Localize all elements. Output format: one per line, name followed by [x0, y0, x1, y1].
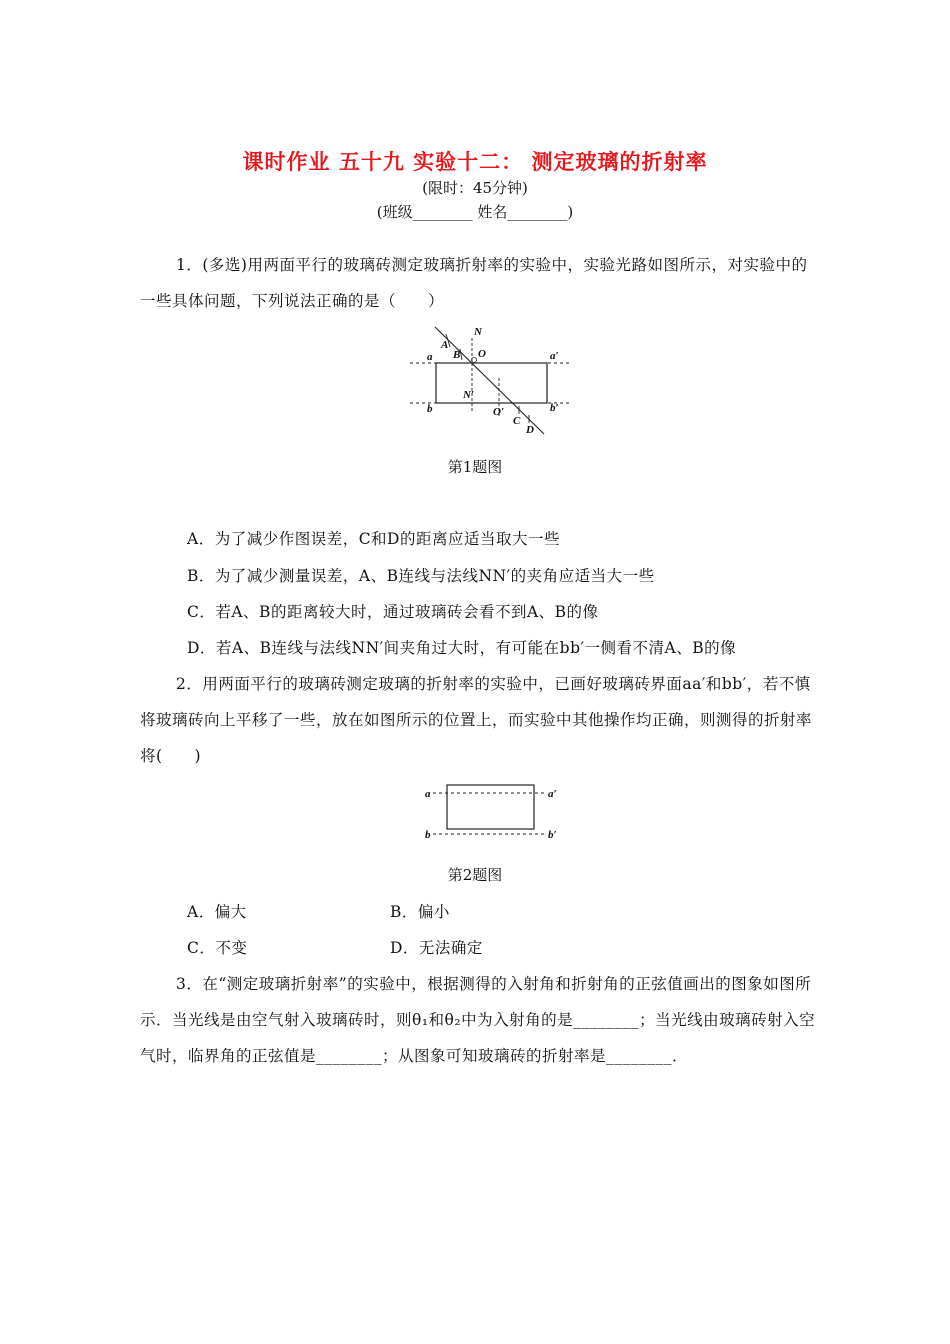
- q2-label-a: a: [425, 788, 431, 800]
- q2-option-d: D．无法确定: [390, 939, 483, 957]
- q1-label-a-prime: a′: [550, 350, 559, 362]
- q2-label-b-prime: b′: [548, 829, 557, 841]
- q1-option-c: C．若A、B的距离较大时，通过玻璃砖会看不到A、B的像: [187, 603, 599, 621]
- q1-figure-caption: 第1题图: [447, 458, 503, 476]
- q1-label-N-prime: N′: [463, 389, 475, 401]
- q3-stem: 3．在“测定玻璃折射率”的实验中，根据测得的入射角和折射角的正弦值画出的图象如图所示．当光线是由空气射入玻璃砖时，则θ₁和θ₂中为入射角的是________；当光线由玻璃砖射入空气时，临界角的正弦值是________；从图象可知玻璃砖的折射率是________．: [140, 975, 816, 1065]
- q1-stem: 1．(多选)用两面平行的玻璃砖测定玻璃折射率的实验中，实验光路如图所示，对实验中的一些具体问题，下列说法正确的是（ ）: [140, 256, 808, 310]
- q1-option-d: D．若A、B连线与法线NN′间夹角过大时，有可能在bb′一侧看不清A、B的像: [187, 639, 737, 657]
- q1-label-B: B: [453, 349, 461, 361]
- q2-label-b: b: [425, 829, 431, 841]
- q1-label-b: b: [427, 403, 433, 415]
- q1-option-b: B．为了减少测量误差，A、B连线与法线NN′的夹角应适当大一些: [187, 567, 655, 585]
- page-title: 课时作业 五十九 实验十二： 测定玻璃的折射率: [242, 150, 708, 174]
- q2-option-a: A．偏大: [187, 903, 247, 921]
- time-limit: (限时：45分钟): [422, 179, 528, 197]
- q1-option-a: A．为了减少作图误差，C和D的距离应适当取大一些: [187, 530, 560, 548]
- q1-label-O-prime: O′: [493, 406, 505, 418]
- q1-label-O: O: [478, 348, 486, 360]
- q2-label-a-prime: a′: [548, 788, 557, 800]
- q2-option-b: B．偏小: [390, 903, 450, 921]
- q1-label-N: N: [474, 326, 482, 338]
- q1-label-C: C: [513, 415, 521, 427]
- q2-option-c: C．不变: [187, 939, 248, 957]
- q1-label-b-prime: b′: [550, 402, 559, 414]
- class-name-line: (班级________ 姓名________): [376, 203, 574, 221]
- q1-label-A: A: [441, 339, 449, 351]
- q2-stem: 2．用两面平行的玻璃砖测定玻璃的折射率的实验中，已画好玻璃砖界面aa′和bb′，若不慎将玻璃砖向上平移了一些，放在如图所示的位置上，而实验中其他操作均正确，则测得的折射率将( ): [140, 675, 813, 765]
- q2-figure-caption: 第2题图: [447, 866, 503, 884]
- q1-label-D: D: [526, 424, 534, 436]
- q1-label-a: a: [427, 351, 433, 363]
- q1-figure: [405, 322, 575, 437]
- q2-figure: [415, 780, 575, 845]
